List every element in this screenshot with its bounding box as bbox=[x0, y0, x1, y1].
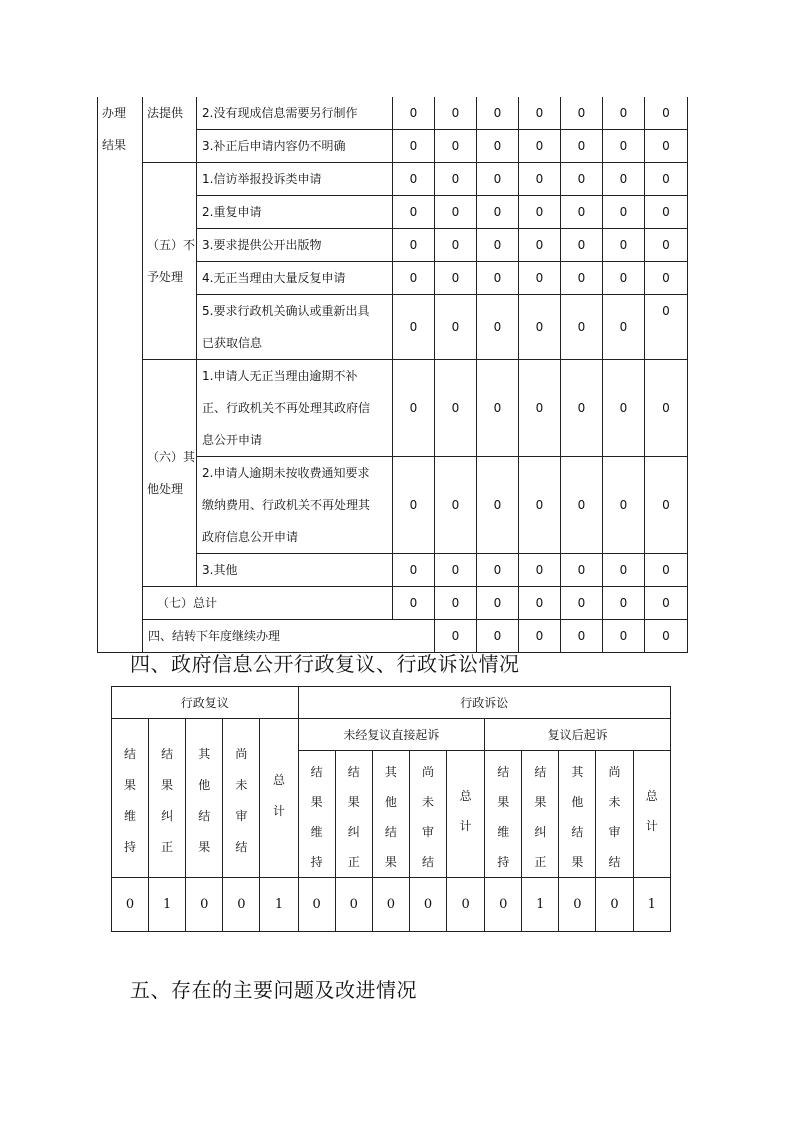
value-cell: 0 bbox=[603, 554, 645, 587]
section-heading-5: 五、存在的主要问题及改进情况 bbox=[130, 978, 417, 1002]
category-5-label: （五）不 予处理 bbox=[143, 163, 197, 360]
col-header-pending: 尚 未 审 结 bbox=[409, 751, 446, 878]
value-cell: 0 bbox=[435, 163, 477, 196]
value-cell: 0 bbox=[645, 97, 688, 130]
value-cell: 0 bbox=[561, 554, 603, 587]
value-cell: 0 bbox=[561, 360, 603, 457]
value-cell: 0 bbox=[393, 196, 435, 229]
value-cell: 0 bbox=[561, 262, 603, 295]
value-cell: 0 bbox=[519, 295, 561, 360]
col-header-corrected: 结 果 纠 正 bbox=[522, 751, 559, 878]
value-cell: 0 bbox=[393, 587, 435, 620]
table-row bbox=[98, 163, 688, 196]
col-header-total: 总 计 bbox=[260, 719, 298, 878]
table-row bbox=[98, 620, 688, 653]
value-cell: 0 bbox=[393, 360, 435, 457]
value-cell: 0 bbox=[393, 295, 435, 360]
value-cell: 0 bbox=[477, 587, 519, 620]
value-cell: 0 bbox=[645, 229, 688, 262]
value-cell: 0 bbox=[645, 620, 688, 653]
value-cell: 0 bbox=[519, 620, 561, 653]
col-header-pending: 尚 未 审 结 bbox=[596, 751, 633, 878]
value-cell: 0 bbox=[519, 229, 561, 262]
value-cell: 0 bbox=[298, 878, 335, 932]
col-header-corrected: 结 果 纠 正 bbox=[335, 751, 372, 878]
value-cell: 1 bbox=[633, 878, 670, 932]
value-cell: 0 bbox=[596, 878, 633, 932]
value-cell: 0 bbox=[477, 130, 519, 163]
value-cell: 1 bbox=[522, 878, 559, 932]
item-label: 4.无正当理由大量反复申请 bbox=[197, 262, 393, 295]
value-cell: 0 bbox=[435, 360, 477, 457]
value-cell: 0 bbox=[645, 262, 688, 295]
table-row bbox=[112, 878, 671, 932]
value-cell: 0 bbox=[603, 163, 645, 196]
value-cell: 0 bbox=[186, 878, 223, 932]
value-cell: 0 bbox=[223, 878, 260, 932]
value-cell: 0 bbox=[603, 97, 645, 130]
value-cell: 0 bbox=[477, 295, 519, 360]
value-cell: 0 bbox=[477, 262, 519, 295]
section-heading-4: 四、政府信息公开行政复议、行政诉讼情况 bbox=[130, 652, 520, 676]
value-cell: 0 bbox=[561, 196, 603, 229]
item-label: 5.要求行政机关确认或重新出具 已获取信息 bbox=[197, 295, 393, 360]
col-header-maintained: 结 果 维 持 bbox=[298, 751, 335, 878]
value-cell: 0 bbox=[603, 130, 645, 163]
value-cell: 0 bbox=[645, 554, 688, 587]
value-cell: 0 bbox=[112, 878, 149, 932]
value-cell: 0 bbox=[409, 878, 446, 932]
value-cell: 0 bbox=[519, 360, 561, 457]
results-table bbox=[97, 97, 688, 653]
value-cell: 0 bbox=[603, 360, 645, 457]
value-cell: 0 bbox=[393, 229, 435, 262]
value-cell: 0 bbox=[603, 262, 645, 295]
col-header-other: 其 他 结 果 bbox=[372, 751, 409, 878]
value-cell: 0 bbox=[435, 196, 477, 229]
value-cell: 0 bbox=[519, 163, 561, 196]
value-cell: 0 bbox=[561, 457, 603, 554]
value-cell: 0 bbox=[645, 457, 688, 554]
after-review-header: 复议后起诉 bbox=[485, 719, 671, 751]
value-cell: 0 bbox=[561, 295, 603, 360]
item-label: 3.补正后申请内容仍不明确 bbox=[197, 130, 393, 163]
value-cell: 0 bbox=[435, 262, 477, 295]
value-cell: 0 bbox=[485, 878, 522, 932]
value-cell: 0 bbox=[435, 97, 477, 130]
value-cell: 0 bbox=[393, 554, 435, 587]
review-litigation-table bbox=[111, 686, 671, 932]
value-cell: 0 bbox=[561, 229, 603, 262]
total-label: （七）总计 bbox=[143, 587, 393, 620]
value-cell: 0 bbox=[435, 229, 477, 262]
item-label: 3.其他 bbox=[197, 554, 393, 587]
value-cell: 0 bbox=[645, 163, 688, 196]
value-cell: 0 bbox=[393, 262, 435, 295]
value-cell: 0 bbox=[645, 587, 688, 620]
value-cell: 0 bbox=[519, 262, 561, 295]
value-cell: 0 bbox=[393, 163, 435, 196]
value-cell: 0 bbox=[603, 620, 645, 653]
item-label: 2.申请人逾期未按收费通知要求 缴纳费用、行政机关不再处理其 政府信息公开申请 bbox=[197, 457, 393, 554]
value-cell: 0 bbox=[561, 163, 603, 196]
value-cell: 0 bbox=[477, 229, 519, 262]
value-cell: 0 bbox=[477, 457, 519, 554]
value-cell: 0 bbox=[477, 97, 519, 130]
category-6-label: （六）其 他处理 bbox=[143, 360, 197, 587]
value-cell: 0 bbox=[561, 130, 603, 163]
value-cell: 0 bbox=[393, 130, 435, 163]
item-label: 1.申请人无正当理由逾期不补 正、行政机关不再处理其政府信 息公开申请 bbox=[197, 360, 393, 457]
value-cell: 0 bbox=[477, 360, 519, 457]
value-cell: 0 bbox=[603, 587, 645, 620]
value-cell: 0 bbox=[603, 457, 645, 554]
item-label: 2.没有现成信息需要另行制作 bbox=[197, 97, 393, 130]
value-cell: 0 bbox=[435, 554, 477, 587]
col-header-other: 其 他 结 果 bbox=[559, 751, 596, 878]
value-cell: 0 bbox=[447, 878, 485, 932]
table-row bbox=[98, 97, 688, 130]
value-cell: 0 bbox=[603, 196, 645, 229]
subcategory-label: 法提供 bbox=[143, 97, 197, 163]
value-cell: 0 bbox=[435, 295, 477, 360]
value-cell: 0 bbox=[372, 878, 409, 932]
col-header-pending: 尚 未 审 结 bbox=[223, 719, 260, 878]
direct-lawsuit-header: 未经复议直接起诉 bbox=[298, 719, 485, 751]
value-cell: 0 bbox=[559, 878, 596, 932]
col-header-other: 其 他 结 果 bbox=[186, 719, 223, 878]
value-cell: 0 bbox=[435, 457, 477, 554]
value-cell: 0 bbox=[645, 360, 688, 457]
value-cell: 0 bbox=[519, 587, 561, 620]
value-cell: 0 bbox=[435, 130, 477, 163]
value-cell: 0 bbox=[335, 878, 372, 932]
value-cell: 0 bbox=[519, 554, 561, 587]
value-cell: 0 bbox=[645, 196, 688, 229]
col-header-corrected: 结 果 纠 正 bbox=[149, 719, 186, 878]
value-cell: 0 bbox=[519, 196, 561, 229]
value-cell: 0 bbox=[561, 97, 603, 130]
value-cell: 0 bbox=[477, 163, 519, 196]
value-cell: 0 bbox=[603, 229, 645, 262]
col-header-maintained: 结 果 维 持 bbox=[485, 751, 522, 878]
value-cell: 0 bbox=[477, 554, 519, 587]
value-cell: 0 bbox=[435, 587, 477, 620]
col-header-maintained: 结 果 维 持 bbox=[112, 719, 149, 878]
value-cell: 0 bbox=[561, 620, 603, 653]
value-cell: 0 bbox=[645, 295, 688, 360]
value-cell: 0 bbox=[393, 97, 435, 130]
item-label: 3.要求提供公开出版物 bbox=[197, 229, 393, 262]
admin-review-header: 行政复议 bbox=[112, 687, 299, 719]
value-cell: 0 bbox=[645, 130, 688, 163]
category-label: 办理 结果 bbox=[98, 97, 143, 653]
value-cell: 1 bbox=[149, 878, 186, 932]
value-cell: 0 bbox=[519, 130, 561, 163]
admin-litigation-header: 行政诉讼 bbox=[298, 687, 670, 719]
carry-over-label: 四、结转下年度继续办理 bbox=[143, 620, 435, 653]
value-cell: 0 bbox=[603, 295, 645, 360]
value-cell: 0 bbox=[519, 457, 561, 554]
value-cell: 0 bbox=[435, 620, 477, 653]
value-cell: 1 bbox=[260, 878, 298, 932]
value-cell: 0 bbox=[561, 587, 603, 620]
col-header-total: 总 计 bbox=[447, 751, 485, 878]
value-cell: 0 bbox=[477, 196, 519, 229]
col-header-total: 总 计 bbox=[633, 751, 670, 878]
table-row bbox=[98, 587, 688, 620]
value-cell: 0 bbox=[393, 457, 435, 554]
item-label: 1.信访举报投诉类申请 bbox=[197, 163, 393, 196]
value-cell: 0 bbox=[519, 97, 561, 130]
table-row bbox=[98, 360, 688, 457]
value-cell: 0 bbox=[477, 620, 519, 653]
item-label: 2.重复申请 bbox=[197, 196, 393, 229]
